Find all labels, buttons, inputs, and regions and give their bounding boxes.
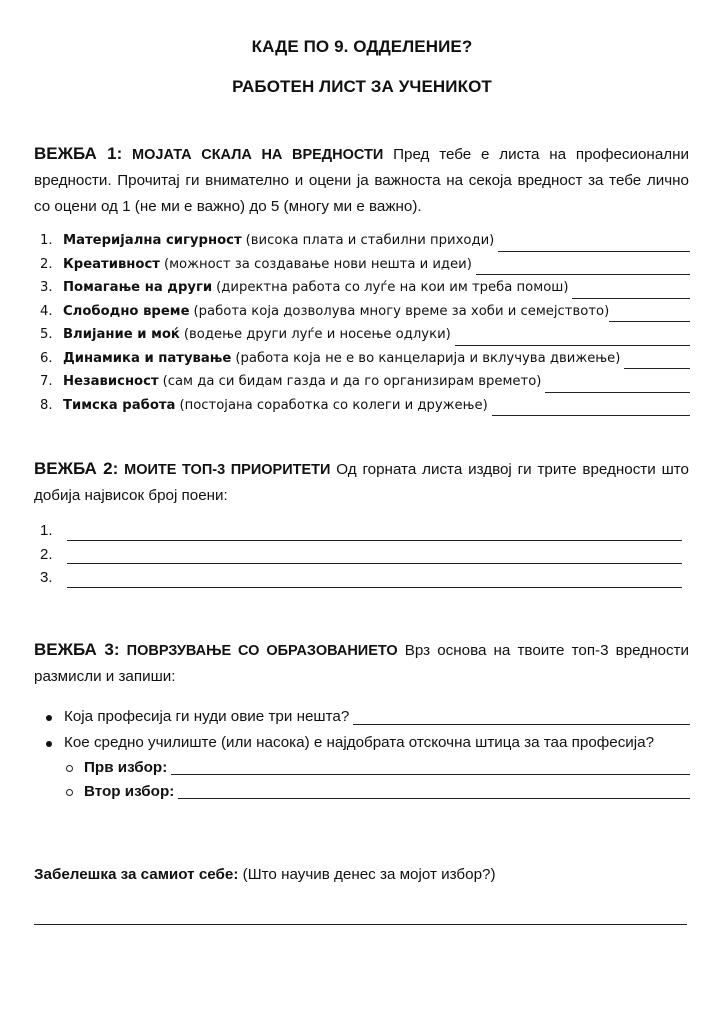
self-note [34,866,496,883]
list-item: 6. Динамика и патување (работа која не е во канцеларија и вклучува движење) [34,351,690,375]
question-profession: Која професија ги нуди овие три нешта? [34,704,690,730]
priority-blank[interactable] [67,553,682,564]
exercise-3-questions [34,704,690,804]
list-item: 5. Влијание и моќ (водење други луѓе и носење одлуки) [34,327,690,351]
list-item: 1. Материјална сигурност (висока плата и стабилни приходи) [34,233,690,257]
rating-blank[interactable] [492,405,690,416]
exercise-2-instructions: Од горната листа издвој ги трите вредности што добија највисок број поени: [34,461,689,504]
rating-blank[interactable] [545,382,690,393]
exercise-3-intro [34,637,689,690]
second-choice-blank[interactable] [178,788,690,799]
exercise-3-title: ПОВРЗУВАЊЕ СО ОБРАЗОВАНИЕТО [126,643,398,659]
list-item: 3. Помагање на други (директна работа со луѓе на кои им треба помош) [34,280,690,304]
priority-blank[interactable] [67,530,682,541]
exercise-3-instructions: Врз основа на твоите топ-3 вредности размисли и запиши: [34,642,689,685]
rating-blank[interactable] [572,288,690,299]
list-item: 8. Тимска работа (постојана соработка со колеги и дружење) [34,398,690,422]
exercise-2-intro [34,456,689,509]
page-title: КАДЕ ПО 9. ОДДЕЛЕНИЕ? [251,37,473,56]
rating-blank[interactable] [498,241,690,252]
self-note-blank[interactable] [34,924,687,925]
list-item: 4. Слободно време (работа која дозволува многу време за хоби и семејството) [34,304,690,328]
circle-bullet-icon [66,789,73,796]
rating-blank[interactable] [476,264,690,275]
exercise-1-title: МОЈАТА СКАЛА НА ВРЕДНОСТИ [132,147,384,163]
exercise-2-number: ВЕЖБА 2: [34,459,119,478]
self-note-prompt: (Што научив денес за мојот избор?) [242,866,496,883]
list-item: 1. [34,522,682,546]
first-choice-blank[interactable] [171,764,690,775]
exercise-2-title: МОИТЕ ТОП-3 ПРИОРИТЕТИ [124,462,331,478]
top3-list [34,522,682,593]
list-item: 7. Независност (сам да си бидам газда и да го организирам времето) [34,374,690,398]
list-item: 2. [34,546,682,570]
rating-blank[interactable] [455,335,690,346]
list-item: 3. [34,569,682,593]
first-choice: Прв избор: [34,756,690,780]
page-subtitle: РАБОТЕН ЛИСТ ЗА УЧЕНИКОТ [232,77,492,96]
exercise-1-number: ВЕЖБА 1: [34,144,123,163]
question-school: Кое средно училиште (или насока) е најдобрата отскочна штица за таа професија? Прв избор: Втор избор: [34,730,690,804]
rating-blank[interactable] [624,358,690,369]
bullet-icon [46,741,52,747]
list-item: 2. Креативност (можност за создавање нови нешта и идеи) [34,257,690,281]
self-note-label: Забелешка за самиот себе: [34,866,239,883]
second-choice: Втор избор: [34,780,690,804]
circle-bullet-icon [66,765,73,772]
bullet-icon [46,715,52,721]
values-list [34,233,690,421]
exercise-1-intro [34,141,689,220]
rating-blank[interactable] [609,311,690,322]
exercise-1-instructions: Пред тебе е листа на професионални вредности. Прочитај ги внимателно и оцени ја важноста на секоја вредност за тебе лично со оцени од 1 (не ми е важно) до 5 (многу ми е важно). [34,146,689,215]
profession-blank[interactable] [353,714,690,725]
exercise-3-number: ВЕЖБА 3: [34,640,120,659]
priority-blank[interactable] [67,577,682,588]
school-choices [34,756,690,804]
